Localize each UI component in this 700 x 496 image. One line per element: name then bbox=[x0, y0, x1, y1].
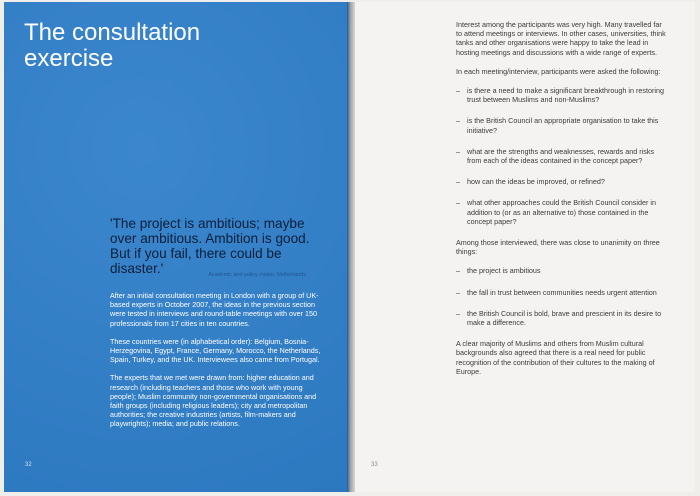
page-number-right: 33 bbox=[371, 462, 378, 468]
left-body-text bbox=[110, 291, 325, 438]
bullet-dash: – bbox=[456, 308, 460, 318]
list-item-text: how can the ideas be improved, or refined? bbox=[467, 177, 605, 187]
paragraph: After an initial consultation meeting in London with a group of UK-based experts in October 2007, the ideas in the previous section were tested in interviews and round-table meetings with over 150 professionals from 17 cities in ten countries. bbox=[110, 291, 319, 328]
list-item-text: the fall in trust between communities needs urgent attention bbox=[467, 287, 657, 297]
section-title-line: exercise bbox=[24, 45, 114, 72]
bullet-dash: – bbox=[456, 86, 460, 96]
list-item bbox=[456, 147, 666, 165]
bullet-dash: – bbox=[456, 198, 460, 208]
pull-quote: 'The project is ambitious; maybe over ambitious. Ambition is good. But if you fail, there could be disaster.' bbox=[110, 216, 310, 276]
list-item-text: the British Council is bold, brave and prescient in its desire to make a difference. bbox=[467, 308, 662, 328]
list-item-text: what are the strengths and weaknesses, rewards and risks from each of the ideas contained in the concept paper? bbox=[467, 146, 654, 166]
findings-list bbox=[456, 266, 666, 327]
list-item bbox=[456, 309, 666, 327]
list-item-text: is there a need to make a significant breakthrough in restoring trust between Muslims and non-Muslims? bbox=[467, 86, 664, 105]
questions-intro: In each meeting/interview, participants were asked the following: bbox=[456, 66, 661, 76]
list-item-text: is the British Council an appropriate organisation to take this initiative? bbox=[467, 116, 659, 135]
bullet-dash: – bbox=[456, 287, 460, 297]
paragraph: A clear majority of Muslims and others from Muslim cultural backgrounds also agreed that there is a real need for public recognition of the contribution of their cultures to the making of Europe. bbox=[456, 339, 655, 376]
list-item bbox=[456, 288, 666, 297]
section-title bbox=[24, 20, 200, 72]
list-item bbox=[456, 266, 666, 275]
list-item bbox=[456, 116, 666, 134]
section-title-line: The consultation bbox=[24, 19, 201, 46]
findings-intro: Among those interviewed, there was close to unanimity on three things: bbox=[456, 238, 660, 257]
list-item-text: the project is ambitious bbox=[467, 266, 541, 276]
bullet-dash: – bbox=[456, 116, 460, 126]
bullet-dash: – bbox=[456, 177, 460, 187]
paragraph: These countries were (in alphabetical order): Belgium, Bosnia-Herzegovina, Egypt, France, Germany, Morocco, the Netherlands, Spain, Turkey, and the UK. Interviewees also came from Portugal. bbox=[110, 336, 321, 365]
page-number-left: 32 bbox=[25, 462, 32, 468]
list-item bbox=[456, 198, 666, 226]
list-item bbox=[456, 177, 666, 186]
list-item bbox=[456, 86, 666, 104]
questions-list bbox=[456, 86, 666, 226]
list-item-text: what other approaches could the British Council consider in addition to (or as an alternative to) those contained in the concept paper? bbox=[467, 198, 656, 226]
right-body-text bbox=[456, 20, 666, 386]
quote-attribution: Academic and policy maker, Netherlands bbox=[208, 272, 306, 278]
paragraph: The experts that we met were drawn from: higher education and research (including teachers and those who work with young people); Muslim community non-governmental organisations and faith groups (including religious leaders); city and metropolitan authorities; the creative industries (artists, film-makers and playwrights); media; and public relations. bbox=[110, 373, 317, 429]
paragraph: Interest among the participants was very high. Many travelled far to attend meetings or interviews. In other cases, universities, think tanks and other organisations were happy to take the lead in hosting meetings and discussions with a wide range of experts. bbox=[456, 20, 666, 57]
bullet-dash: – bbox=[456, 146, 460, 156]
bullet-dash: – bbox=[456, 266, 460, 276]
page-gutter bbox=[347, 2, 355, 492]
